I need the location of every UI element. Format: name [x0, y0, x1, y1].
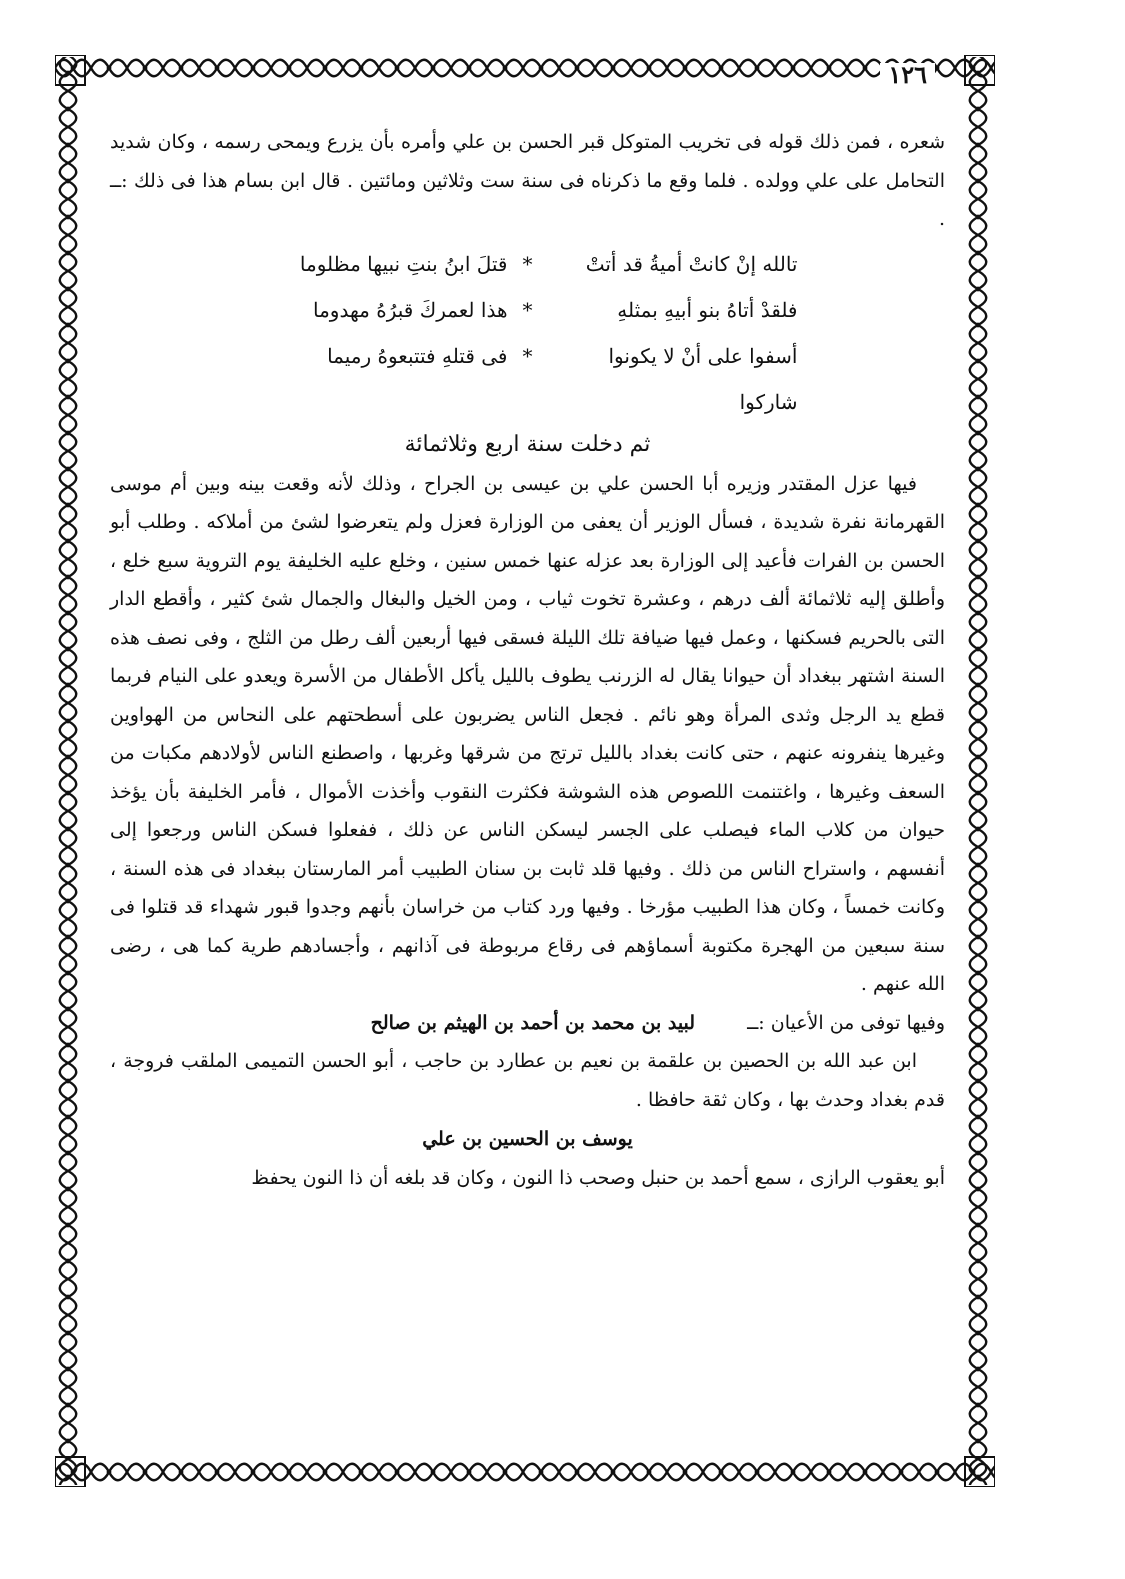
poem-verse: [110, 241, 945, 287]
verse-first-hemistich: أسفوا على أنْ لا يكونوا شاركوا: [608, 343, 798, 414]
page-body: [110, 123, 945, 1198]
verse-second-hemistich: هذا لعمركَ قبرُهُ مهدوما: [312, 297, 508, 322]
events-paragraph: فيها عزل المقتدر وزيره أبا الحسن علي بن عيسى بن الجراح ، وذلك لأنه وقعت بينه وبين أم موسى القهرمانة نفرة شديدة ، فسأل الوزير أن يعفى من الوزارة فعزل ولم يتعرضوا لشئ من أملاكه . وطلب أبو الحسن بن الفرات فأعيد إلى الوزارة بعد عزله عنها خمس سنين ، وخلع عليه الخليفة يوم التروية سبع خلع ، وأطلق إليه ثلاثمائة ألف درهم ، وعشرة تخوت ثياب ، ومن الخيل والبغال والجمال شئ كثير ، وأقطع الدار التى بالحريم فسكنها ، وعمل فيها ضيافة تلك الليلة فسقى فيها أربعين ألف رطل من الثلج ، وفى نصف هذه السنة اشتهر ببغداد أن حيوانا يقال له الزرنب يطوف بالليل يأكل الأطفال من الأسرة ويعدو على النيام فربما قطع يد الرجل وثدى المرأة وهو نائم . فجعل الناس يضربون على أسطحتهم على النحاس من الهواوين وغيرها ينفرونه عنهم ، حتى كانت بغداد بالليل ترتج من شرقها وغربها ، واصطنع الناس لأولادهم مكبات من السعف وغيرها ، واغتنمت اللصوص هذه الشوشة فكثرت النقوب وأخذت الأموال ، فأمر الخليفة بأن يؤخذ حيوان من كلاب الماء فيصلب على الجسر ليسكن الناس عن ذلك ، ففعلوا فسكن الناس ورجعوا إلى أنفسهم ، واستراح الناس من ذلك . وفيها قلد ثابت بن سنان الطبيب أمر المارستان ببغداد فى هذه السنة ، وكانت خمساً ، وكان هذا الطبيب مؤرخا . وفيها ورد كتاب من خراسان بأنهم وجدوا قبور شهداء قد قتلوا فى سنة سبعين من الهجرة مكتوبة أسماؤهم فى رقاع مربوطة فى آذانهم ، وأجسادهم طرية كما هى ، رضى الله عنهم .: [110, 472, 945, 995]
biography-text: ابن عبد الله بن الحصين بن علقمة بن نعيم بن عطارد بن حاجب ، أبو الحسن التميمى الملقب فروجة ، قدم بغداد وحدث بها ، وكان ثقة حافظا .: [110, 1050, 945, 1111]
border-right: [967, 57, 993, 1485]
intro-paragraph: شعره ، فمن ذلك قوله فى تخريب المتوكل قبر الحسن بن علي وأمره بأن يزرع ويمحى رسمه ، وكان شديد التحامل على علي وولده . فلما وقع ما ذكرناه فى سنة ست وثلاثين ومائتين . قال ابن بسام هذا فى ذلك :ــ .: [110, 131, 945, 230]
biography-name: يوسف بن الحسين بن علي: [422, 1128, 633, 1150]
deaths-intro-line: [110, 1004, 945, 1043]
border-left: [57, 57, 83, 1485]
poem-verse: [110, 287, 945, 333]
verse-second-hemistich: قتلَ ابنُ بنتِ نبيها مظلوما: [299, 251, 508, 276]
page-frame: [55, 55, 995, 1487]
verse-separator: *: [522, 343, 533, 368]
verse-second-hemistich: فى قتلهِ فتتبعوهُ رميما: [327, 343, 508, 368]
border-bottom: [55, 1459, 995, 1485]
verse-first-hemistich: فلقدْ أتاهُ بنو أبيهِ بمثلهِ: [617, 297, 798, 322]
deaths-lead: وفيها توفى من الأعيان :ــ: [747, 1011, 945, 1034]
poem-verse: [110, 333, 945, 425]
biography-text: أبو يعقوب الرازى ، سمع أحمد بن حنبل وصحب ذا النون ، وكان قد بلغه أن ذا النون يحفظ: [251, 1167, 945, 1189]
verse-separator: *: [522, 297, 533, 322]
biography-name: لبيد بن محمد بن أحمد بن الهيثم بن صالح: [370, 1011, 696, 1034]
border-top: [55, 57, 995, 83]
verse-separator: *: [522, 251, 533, 276]
verse-first-hemistich: تالله إنْ كانتْ أميةُ قد أتتْ: [585, 251, 798, 276]
year-heading: ثم دخلت سنة اربع وثلاثمائة: [404, 431, 651, 457]
poem: [110, 241, 945, 425]
page-number: ١٢٦: [880, 63, 935, 87]
